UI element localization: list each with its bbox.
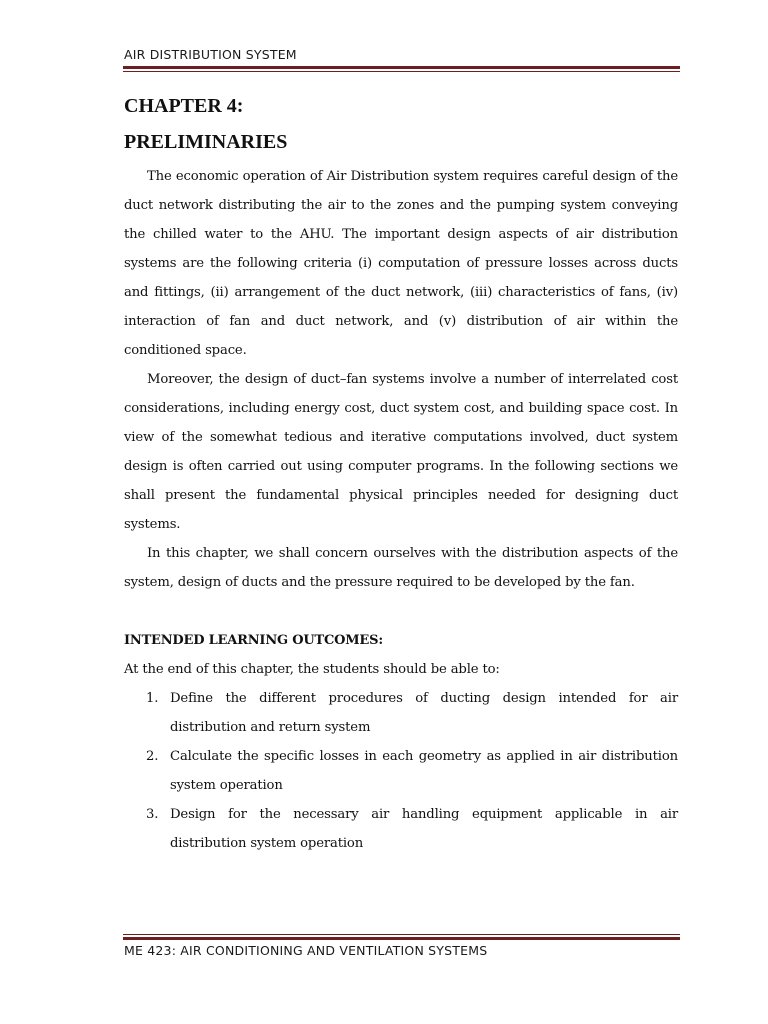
chapter-number: CHAPTER 4: (124, 95, 244, 117)
header-rule-thick (123, 66, 680, 69)
learning-outcomes-heading: INTENDED LEARNING OUTCOMES: (124, 633, 383, 648)
page-content (124, 88, 678, 858)
list-item-number: 2. (146, 749, 159, 764)
header-rule-thin (123, 71, 680, 72)
running-footer: ME 423: AIR CONDITIONING AND VENTILATION SYSTEMS (124, 943, 488, 958)
learning-outcomes-intro: At the end of this chapter, the students should be able to: (124, 662, 500, 677)
learning-outcomes-list (124, 684, 678, 858)
list-item-text: Define the different procedures of ducting design intended for air distribution and return system (170, 691, 678, 735)
footer-rule-thick (123, 937, 680, 940)
list-item (124, 800, 678, 858)
running-header: AIR DISTRIBUTION SYSTEM (124, 47, 297, 62)
list-item (124, 684, 678, 742)
footer-rule-thin (123, 934, 680, 935)
list-item-text: Calculate the specific losses in each geometry as applied in air distribution system operation (170, 749, 678, 793)
list-item (124, 742, 678, 800)
list-item-number: 1. (146, 691, 159, 706)
paragraph-1: The economic operation of Air Distribution system requires careful design of the duct network distributing the air to the zones and the pumping system conveying the chilled water to the AHU. The important design aspects of air distribution systems are the following criteria (i) computation of pressure losses across ducts and fittings, (ii) arrangement of the duct network, (iii) characteristics of fans, (iv) interaction of fan and duct network, and (v) distribution of air within the conditioned space. (124, 169, 678, 358)
paragraph-2: Moreover, the design of duct–fan systems involve a number of interrelated cost considerations, including energy cost, duct system cost, and building space cost. In view of the somewhat tedious and iterative computations involved, duct system design is often carried out using computer programs. In the following sections we shall present the fundamental physical principles needed for designing duct systems. (124, 372, 678, 532)
list-item-text: Design for the necessary air handling equipment applicable in air distribution system operation (170, 807, 678, 851)
chapter-title: PRELIMINARIES (124, 131, 288, 153)
paragraph-3: In this chapter, we shall concern ourselves with the distribution aspects of the system, design of ducts and the pressure required to be developed by the fan. (124, 546, 678, 590)
list-item-number: 3. (146, 807, 159, 822)
